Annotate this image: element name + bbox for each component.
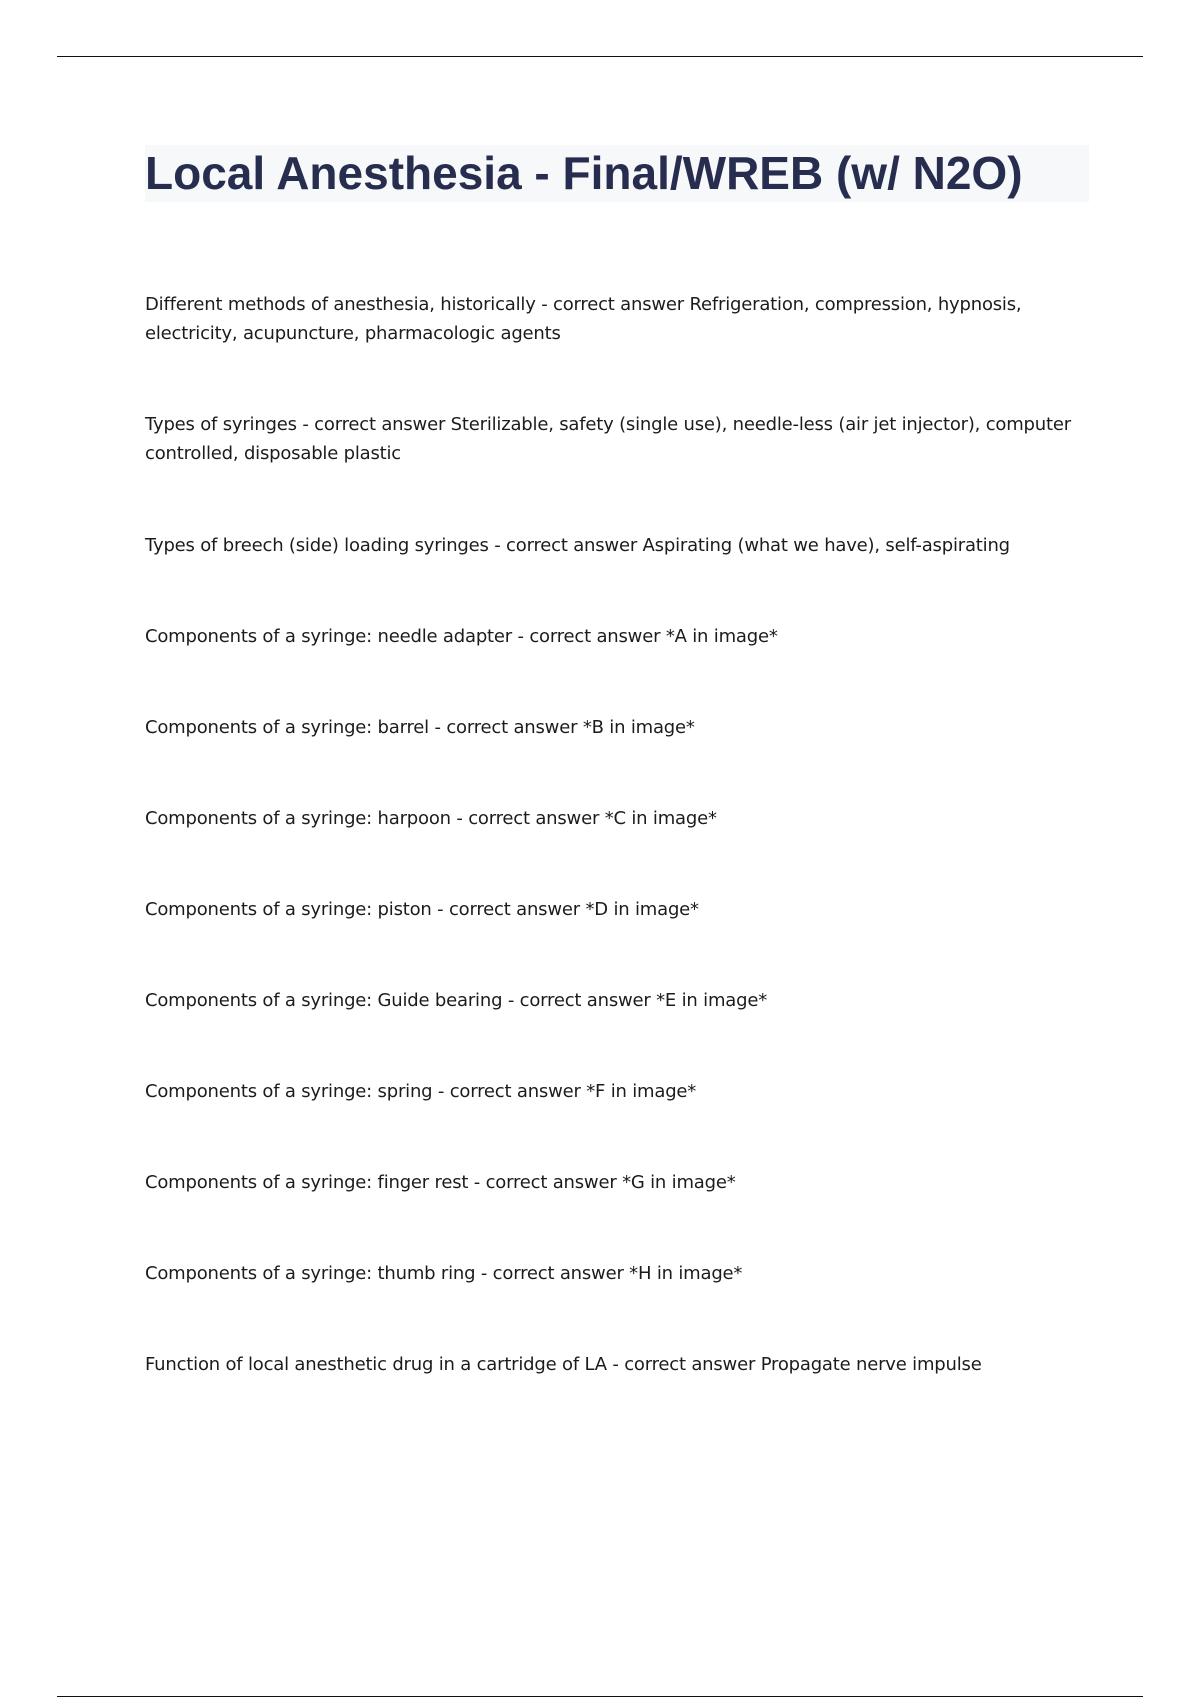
qa-question: Function of local anesthetic drug in a cartridge of LA bbox=[145, 1354, 607, 1375]
qa-item bbox=[145, 986, 1085, 1015]
qa-item bbox=[145, 531, 1085, 560]
qa-answer: *F in image* bbox=[586, 1081, 697, 1102]
bottom-divider bbox=[57, 1696, 1143, 1697]
qa-separator: - correct answer bbox=[431, 899, 586, 920]
qa-separator: - correct answer bbox=[475, 1263, 630, 1284]
qa-answer: Refrigeration, compression, hypnosis, electricity, acupuncture, pharmacologic agents bbox=[145, 294, 1022, 344]
qa-separator: - correct answer bbox=[511, 626, 666, 647]
qa-question: Components of a syringe: piston bbox=[145, 899, 432, 920]
qa-question: Components of a syringe: Guide bearing bbox=[145, 990, 503, 1011]
qa-separator: - correct answer bbox=[535, 294, 690, 315]
qa-answer: *C in image* bbox=[604, 808, 717, 829]
qa-question: Different methods of anesthesia, historically bbox=[145, 294, 536, 315]
qa-separator: - correct answer bbox=[468, 1172, 623, 1193]
qa-question: Types of syringes bbox=[145, 414, 297, 435]
qa-answer: *D in image* bbox=[585, 899, 699, 920]
qa-separator: - correct answer bbox=[428, 717, 583, 738]
qa-item bbox=[145, 622, 1085, 651]
qa-question: Components of a syringe: thumb ring bbox=[145, 1263, 476, 1284]
qa-answer: Propagate nerve impulse bbox=[760, 1354, 982, 1375]
qa-separator: - correct answer bbox=[296, 414, 451, 435]
qa-answer: Sterilizable, safety (single use), needle-less (air jet injector), computer controlled, disposable plastic bbox=[145, 414, 1071, 464]
qa-answer: *H in image* bbox=[629, 1263, 743, 1284]
qa-item bbox=[145, 1350, 1085, 1379]
qa-answer: *A in image* bbox=[665, 626, 778, 647]
qa-question: Types of breech (side) loading syringes bbox=[145, 535, 489, 556]
qa-item bbox=[145, 1259, 1085, 1288]
qa-separator: - correct answer bbox=[450, 808, 605, 829]
qa-separator: - correct answer bbox=[432, 1081, 587, 1102]
qa-separator: - correct answer bbox=[606, 1354, 761, 1375]
qa-question: Components of a syringe: barrel bbox=[145, 717, 429, 738]
qa-question: Components of a syringe: needle adapter bbox=[145, 626, 512, 647]
qa-answer: Aspirating (what we have), self-aspirating bbox=[642, 535, 1010, 556]
qa-question: Components of a syringe: harpoon bbox=[145, 808, 451, 829]
qa-answer: *G in image* bbox=[622, 1172, 736, 1193]
qa-item bbox=[145, 1168, 1085, 1197]
qa-item bbox=[145, 804, 1085, 833]
qa-item bbox=[145, 895, 1085, 924]
qa-item bbox=[145, 713, 1085, 742]
title-highlight bbox=[145, 145, 1089, 202]
qa-item bbox=[145, 290, 1085, 348]
qa-answer: *B in image* bbox=[582, 717, 695, 738]
qa-question: Components of a syringe: finger rest bbox=[145, 1172, 469, 1193]
qa-item bbox=[145, 1077, 1085, 1106]
page-title: Local Anesthesia - Final/WREB (w/ N2O) bbox=[145, 147, 1023, 199]
qa-question: Components of a syringe: spring bbox=[145, 1081, 433, 1102]
qa-separator: - correct answer bbox=[488, 535, 643, 556]
qa-item bbox=[145, 410, 1085, 468]
top-divider bbox=[57, 56, 1143, 57]
qa-separator: - correct answer bbox=[502, 990, 657, 1011]
qa-answer: *E in image* bbox=[656, 990, 768, 1011]
